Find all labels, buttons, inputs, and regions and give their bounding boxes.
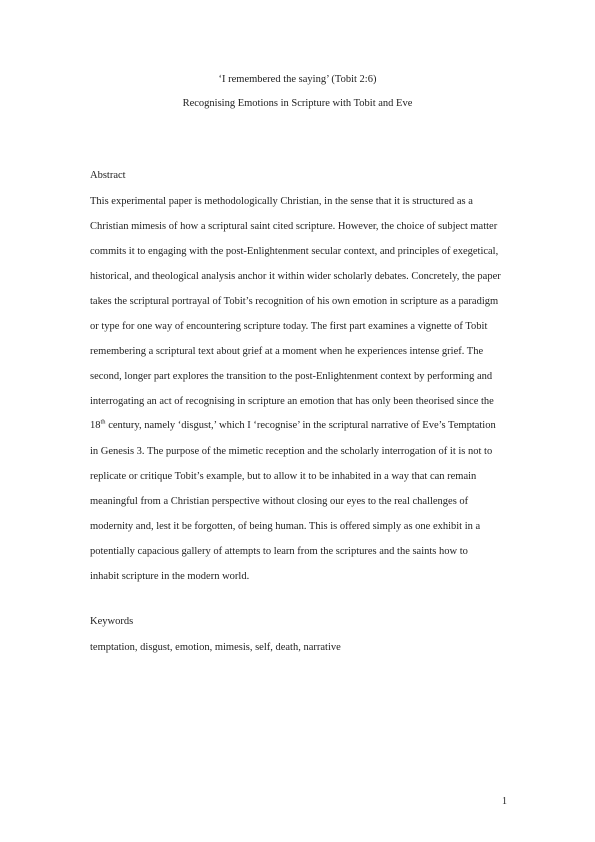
abstract-line: in Genesis 3. The purpose of the mimetic reception and the scholarly interrogation of it is not to (90, 446, 493, 457)
abstract-line: takes the scriptural portrayal of Tobit’s recognition of his own emotion in scripture as a paradigm (90, 296, 499, 307)
abstract-line: This experimental paper is methodologically Christian, in the sense that it is structured as a (90, 196, 473, 207)
abstract-line-continuation: century, namely ‘disgust,’ which I ‘recognise’ in the scriptural narrative of Eve’s Temptation (105, 420, 496, 431)
abstract-heading: Abstract (90, 170, 126, 181)
abstract-line: second, longer part explores the transition to the post-Enlightenment context by performing and (90, 371, 493, 382)
abstract-line: meaningful from a Christian perspective without closing our eyes to the real challenges of (90, 496, 469, 507)
page-number: 1 (502, 796, 507, 807)
abstract-line: modernity and, lest it be forgotten, of being human. This is offered simply as one exhibit in a (90, 521, 481, 532)
keywords-list: temptation, disgust, emotion, mimesis, self, death, narrative (90, 642, 341, 653)
abstract-line: commits it to engaging with the post-Enlightenment secular context, and principles of exegetical, (90, 246, 499, 257)
abstract-line: historical, and theological analysis anchor it within wider scholarly debates. Concretely, the paper (90, 271, 501, 282)
abstract-line: Christian mimesis of how a scriptural saint cited scripture. However, the choice of subject matter (90, 221, 498, 232)
ordinal-suffix: th (100, 418, 106, 426)
abstract-line: interrogating an act of recognising in scripture an emotion that has only been theorised since the (90, 396, 494, 407)
abstract-line: or type for one way of encountering scripture today. The first part examines a vignette of Tobit (90, 321, 488, 332)
paper-title: ‘I remembered the saying’ (Tobit 2:6) (218, 74, 377, 85)
abstract-line: inhabit scripture in the modern world. (90, 571, 250, 582)
abstract-line: replicate or critique Tobit’s example, but to allow it to be inhabited in a way that can remain (90, 471, 477, 482)
keywords-heading: Keywords (90, 616, 134, 627)
century-number: 18 (90, 420, 101, 431)
abstract-line: potentially capacious gallery of attempts to learn from the scriptures and the saints how to (90, 546, 468, 557)
abstract-line (90, 420, 510, 431)
paper-subtitle: Recognising Emotions in Scripture with Tobit and Eve (182, 98, 413, 109)
abstract-line: remembering a scriptural text about grief at a moment when he experiences intense grief. The (90, 346, 484, 357)
